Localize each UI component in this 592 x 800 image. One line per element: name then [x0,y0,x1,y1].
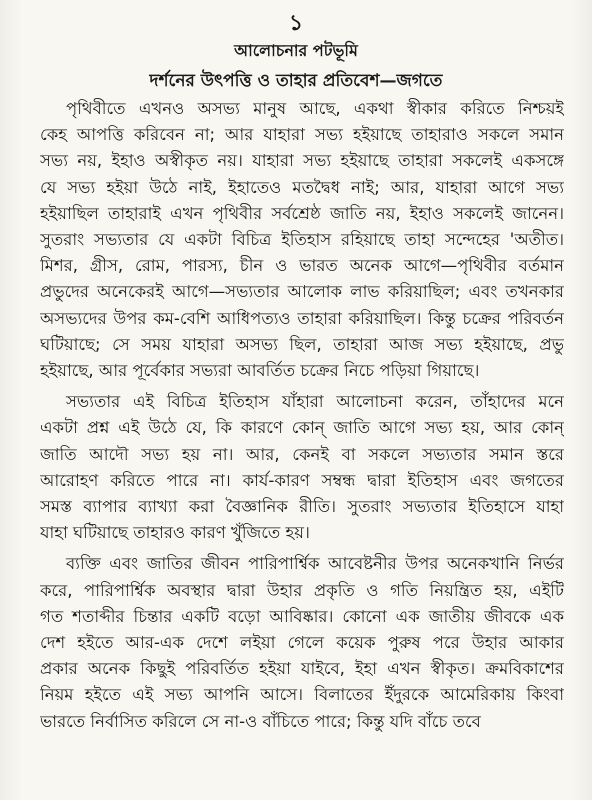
paragraph [40,389,564,546]
text-line: যাহা ঘটিয়াছে তাহারও কারণ খুঁজিতে হয়। [40,523,310,543]
paragraph [40,551,564,734]
text-line: হইয়াছিল তাহারাই এখন পৃথিবীর সর্বশ্রেষ্ঠ জাতি নয়, ইহাও সকলেই জানেন। [40,203,564,223]
text-line: পৃথিবীতে এখনও অসভ্য মানুষ আছে, একথা স্বীকার করিতে নিশ্চয়ই [66,99,564,118]
text-line: কেহ আপত্তি করিবেন না; আর যাহারা সভ্য হইয়াছে তাহারাও সকলে সমান [40,125,564,145]
paragraph [40,96,564,384]
text-line: যে সভ্য হইয়া উঠে নাই, ইহাতেও মতদ্বৈধ নাই; আর, যাহারা আগে সভ্য [40,177,564,197]
chapter-heading: আলোচনার পটভূমি [234,41,358,60]
text-line: গত শতাব্দীর চিন্তার একটি বড়ো আবিষ্কার। কোনো এক জাতীয় জীবকে এক [40,606,564,626]
text-line: প্রভুদের অনেকেরই আগে—সভ্যতার আলোক লাভ করিয়াছিল; এবং তখনকার [40,282,564,302]
text-line: একটা প্রশ্ন এই উঠে যে, কি কারণে কোন্ জাতি আগে সভ্য হয়, আর কোন্ [40,418,564,438]
text-line: হইয়াছে, আর পূর্বেকার সভ্যরা আবর্তিত চক্রের নিচে পড়িয়া গিয়াছে। [40,361,480,381]
text-line: ভারতে নির্বাসিত করিলে সে না-ও বাঁচিতে পারে; কিন্তু যদি বাঁচে তবে [40,711,481,731]
text-line: সভ্য নয়, ইহাও অস্বীকৃত নয়। যাহারা সভ্য হইয়াছে তাহারা সকলেই একসঙ্গে [40,151,564,171]
text-line: ব্যক্তি এবং জাতির জীবন পারিপার্শ্বিক আবেষ্টনীর উপর অনেকখানি নির্ভর [66,554,564,574]
text-line: সমস্ত ব্যাপার ব্যাখ্যা করা বৈজ্ঞানিক রীতি। সুতরাং সভ্যতার ইতিহাসে যাহা [40,497,564,517]
text-line: সভ্যতার এই বিচিত্র ইতিহাস যাঁহারা আলোচনা করেন, তাঁহাদের মনে [66,392,564,412]
text-line: প্রকার অনেক কিছুই পরিবর্তিত হইয়া যাইবে, ইহা এখন স্বীকৃত। ক্রমবিকাশের [40,659,564,679]
text-line: দেশ হইতে আর-এক দেশে লইয়া গেলে কয়েক পুরুষ পরে উহার আকার [40,633,564,653]
page-number: ১ [288,11,304,36]
text-line: সুতরাং সভ্যতার যে একটা বিচিত্র ইতিহাস রহিয়াছে তাহা সন্দেহের 'অতীত। [40,230,564,250]
text-line: করে, পারিপার্শ্বিক অবস্থার দ্বারা উহার প্রকৃতি ও গতি নিয়ন্ত্রিত হয়, এইটি [40,580,564,600]
text-line: নিয়ম হইতে এই সভ্য আপনি আসে। বিলাতের ইঁদুরকে আমেরিকায় কিংবা [40,685,564,705]
text-line: ঘটিয়াছে; সে সময় যাহারা অসভ্য ছিল, তাহারা আজ সভ্য হইয়াছে, প্রভু [40,334,564,354]
text-line: অসভ্যদের উপর কম-বেশি আধিপত্যও তাহারা করিয়াছিল। কিন্তু চক্রের পরিবর্তন [40,308,564,328]
text-line: জাতি আদৌ সভ্য হয় না। আর, কেনই বা সকলে সভ্যতার সমান স্তরে [40,444,564,464]
text-line: মিশর, গ্রীস, রোম, পারস্য, চীন ও ভারত অনেক আগে—পৃথিবীর বর্তমান [40,256,564,276]
chapter-subheading: দর্শনের উৎপত্তি ও তাহার প্রতিবেশ—জগতে [149,71,443,91]
body-text [40,96,564,735]
text-line: আরোহণ করিতে পারে না। কার্য-কারণ সম্বন্ধ দ্বারা ইতিহাস এবং জগতের [40,470,564,490]
